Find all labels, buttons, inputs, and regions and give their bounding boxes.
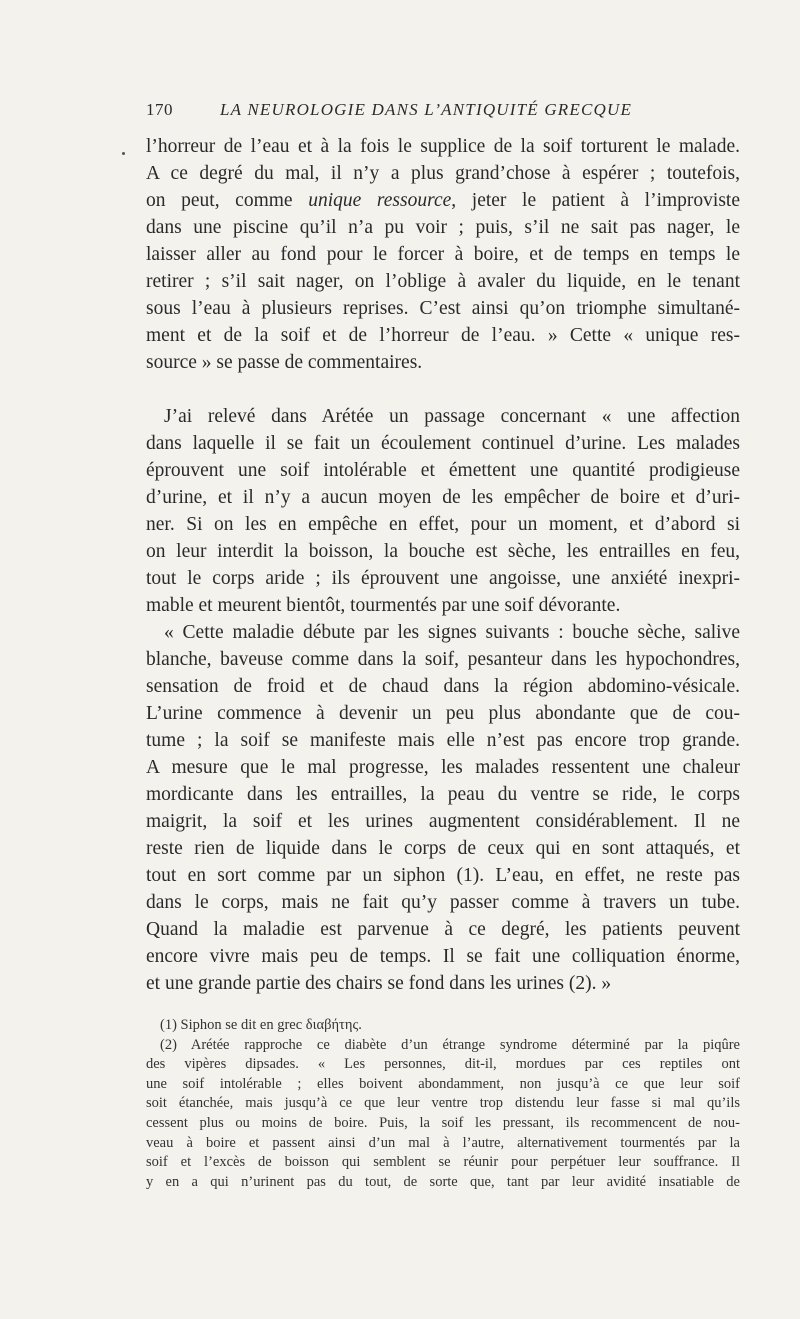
margin-dot xyxy=(122,152,125,155)
footnote-line: (1) Siphon se dit en grec διαβήτης. xyxy=(160,1017,362,1033)
footnote-line: (2) Arétée rapproche ce diabète d’un étrange syndrome déterminé par la piqûre xyxy=(160,1036,740,1053)
footnotes xyxy=(146,1016,740,1192)
text-line: reste rien de liquide dans le corps de ceux qui en sont attaqués, et xyxy=(146,838,740,859)
text-line: dans une piscine qu’il n’a pu voir ; puis, s’il ne sait pas nager, le xyxy=(146,217,740,238)
text-line: dans laquelle il se fait un écoulement continuel d’urine. Les malades xyxy=(146,433,740,454)
running-header xyxy=(146,100,686,120)
text-line: d’urine, et il n’y a aucun moyen de les empêcher de boire et d’uri- xyxy=(146,487,740,508)
text-line xyxy=(146,187,740,214)
text-line: laisser aller au fond pour le forcer à boire, et de temps en temps le xyxy=(146,244,740,265)
text-line: mable et meurent bientôt, tourmentés par une soif dévorante. xyxy=(146,595,621,616)
footnote-line: une soif intolérable ; elles boivent abondamment, non jusqu’à ce que leur soif xyxy=(146,1075,740,1092)
text-line: éprouvent une soif intolérable et émettent une quantité prodigieuse xyxy=(146,460,740,481)
text-line: maigrit, la soif et les urines augmentent considérablement. Il ne xyxy=(146,811,740,832)
running-title: LA NEUROLOGIE DANS L’ANTIQUITÉ GRECQUE xyxy=(220,100,633,119)
footnote-2 xyxy=(146,1036,740,1193)
text-line: « Cette maladie débute par les signes suivants : bouche sèche, salive xyxy=(164,622,740,643)
text-line: A ce degré du mal, il n’y a plus grand’chose à espérer ; toutefois, xyxy=(146,163,740,184)
text-line: tout le corps aride ; ils éprouvent une angoisse, une anxiété inexpri- xyxy=(146,568,740,589)
text-line: encore vivre mais peu de temps. Il se fait une colliquation énorme, xyxy=(146,946,740,967)
text-line: et une grande partie des chairs se fond dans les urines (2). » xyxy=(146,973,612,994)
text-line: dans le corps, mais ne fait qu’y passer comme à travers un tube. xyxy=(146,892,740,913)
footnote-1 xyxy=(146,1016,740,1036)
footnote-line: soif et l’excès de boisson qui semblent se réunir pour perpétuer leur souffrance. Il xyxy=(146,1154,740,1171)
footnote-line: y en a qui n’urinent pas du tout, de sorte que, tant par leur avidité insatiable de xyxy=(146,1173,740,1190)
text-line: L’urine commence à devenir un peu plus abondante que de cou- xyxy=(146,703,740,724)
text-line: sous l’eau à plusieurs reprises. C’est ainsi qu’on triomphe simultané- xyxy=(146,298,740,319)
text-line: tume ; la soif se manifeste mais elle n’est pas encore trop grande. xyxy=(146,730,740,751)
paragraph xyxy=(146,619,740,997)
text-line: Quand la maladie est parvenue à ce degré, les patients peuvent xyxy=(146,919,740,940)
text-line: ment et de la soif et de l’horreur de l’eau. » Cette « unique res- xyxy=(146,325,740,346)
text-line: on leur interdit la boisson, la bouche est sèche, les entrailles en feu, xyxy=(146,541,740,562)
paragraph xyxy=(146,403,740,619)
text-line: l’horreur de l’eau et à la fois le supplice de la soif torturent le malade. xyxy=(146,136,740,157)
text-line: J’ai relevé dans Arétée un passage concernant « une affection xyxy=(164,406,740,427)
footnote-line: cessent plus ou moins de boire. Puis, la soif les pressant, ils recommencent de nou- xyxy=(146,1114,740,1131)
page-number: 170 xyxy=(146,100,173,119)
text-line: A mesure que le mal progresse, les malades ressentent une chaleur xyxy=(146,757,740,778)
text-line: mordicante dans les entrailles, la peau du ventre se ride, le corps xyxy=(146,784,740,805)
text-line-italic: on peut, comme unique ressource, jeter le patient à l’improviste xyxy=(146,190,741,211)
body-text xyxy=(146,133,740,997)
footnote-line: soit étanchée, mais jusqu’à ce que leur ventre trop distendu leur fasse si mal qu’ils xyxy=(146,1095,740,1112)
text-line: tout en sort comme par un siphon (1). L’eau, en effet, ne reste pas xyxy=(146,865,740,886)
text-line: ner. Si on les en empêche en effet, pour un moment, et d’abord si xyxy=(146,514,740,535)
footnote-line: veau à boire et passent ainsi d’un mal à l’autre, alternativement tourmentés par la xyxy=(146,1134,740,1151)
paragraph xyxy=(146,133,740,376)
italic-phrase: unique ressource xyxy=(308,190,452,211)
text-line: sensation de froid et de chaud dans la région abdomino-vésicale. xyxy=(146,676,740,697)
text-line: retirer ; s’il sait nager, on l’oblige à avaler du liquide, en le tenant xyxy=(146,271,740,292)
footnote-line: des vipères dipsades. « Les personnes, dit-il, mordues par ces reptiles ont xyxy=(146,1056,740,1073)
text-line: source » se passe de commentaires. xyxy=(146,352,423,373)
text-line: blanche, baveuse comme dans la soif, pesanteur dans les hypochondres, xyxy=(146,649,740,670)
